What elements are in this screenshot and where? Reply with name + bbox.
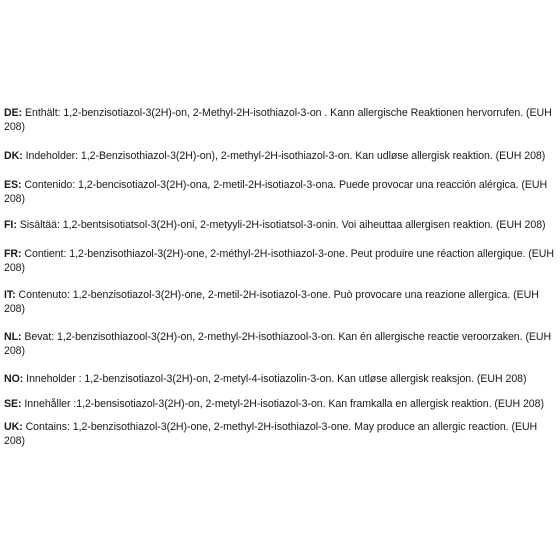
entry-uk [4,421,556,448]
entry-text: Contenuto: 1,2-benzisotiazol-3(2H)-one, 2-metil-2H-isotiazol-3-one. Può provocare una reazione allergica. (EUH 208) [4,289,539,315]
entry-text: Inneholder : 1,2-benzisotiazol-3(2H)-on, 2-metyl-4-isotiazolin-3-on. Kan utløse allergisk reaksjon. (EUH 208) [23,373,527,385]
entry-text: Indeholder: 1,2-Benzisothiazol-3(2H)-on), 2-methyl-2H-isothiazol-3-on. Kan udløse allergisk reaktion. (EUH 208) [22,150,546,162]
entry-text: Contient: 1,2-benzisothiazol-3(2H)-one, 2-méthyl-2H-isothiazol-3-one. Peut produire une réaction allergique. (EUH 208) [4,248,554,274]
entry-text: Enthält: 1,2-benzisotiazol-3(2H)-on, 2-Methyl-2H-isothiazol-3-on . Kann allergische Reaktionen hervorrufen. (EUH 208) [4,107,552,133]
entry-es [4,179,556,206]
language-code: NL: [4,331,22,343]
language-code: IT: [4,289,16,301]
entry-text: Sisältää: 1,2-bentsisotiatsol-3(2H)-oni, 2-metyyli-2H-isotiatsol-3-onin. Voi aiheuttaa allergisen reaktion. (EUH 208) [16,219,546,231]
entry-fr [4,248,556,275]
language-code: SE: [4,398,22,410]
entry-nl [4,331,556,358]
entry-fi [4,219,556,233]
language-code: DK: [4,150,23,162]
language-code: UK: [4,421,23,433]
language-code: FI: [4,219,17,231]
entry-dk [4,150,556,164]
entry-se [4,398,556,412]
entry-text: Contenido: 1,2-bencisotiazol-3(2H)-ona, 2-metil-2H-isotiazol-3-ona. Puede provocar una reacción alérgica. (EUH 208) [4,179,548,205]
entry-no [4,373,556,387]
entry-text: Innehåller :1,2-bensisotiazol-3(2H)-on, 2-metyl-2H-isotiazol-3-on. Kan framkalla en allergisk reaktion. (EUH 208) [21,398,544,410]
language-code: NO: [4,373,24,385]
entry-it [4,289,556,316]
language-code: ES: [4,179,22,191]
entry-text: Bevat: 1,2-benzisothiazool-3(2H)-on, 2-methyl-2H-isothiazool-3-on. Kan én allergische reactie veroorzaken. (EUH 208) [4,331,552,357]
entry-text: Contains: 1,2-benzisothiazol-3(2H)-one, 2-methyl-2H-isothiazol-3-one. May produce an allergic reaction. (EUH 208) [4,421,538,447]
language-code: DE: [4,107,23,119]
language-code: FR: [4,248,22,260]
entry-de [4,107,556,134]
